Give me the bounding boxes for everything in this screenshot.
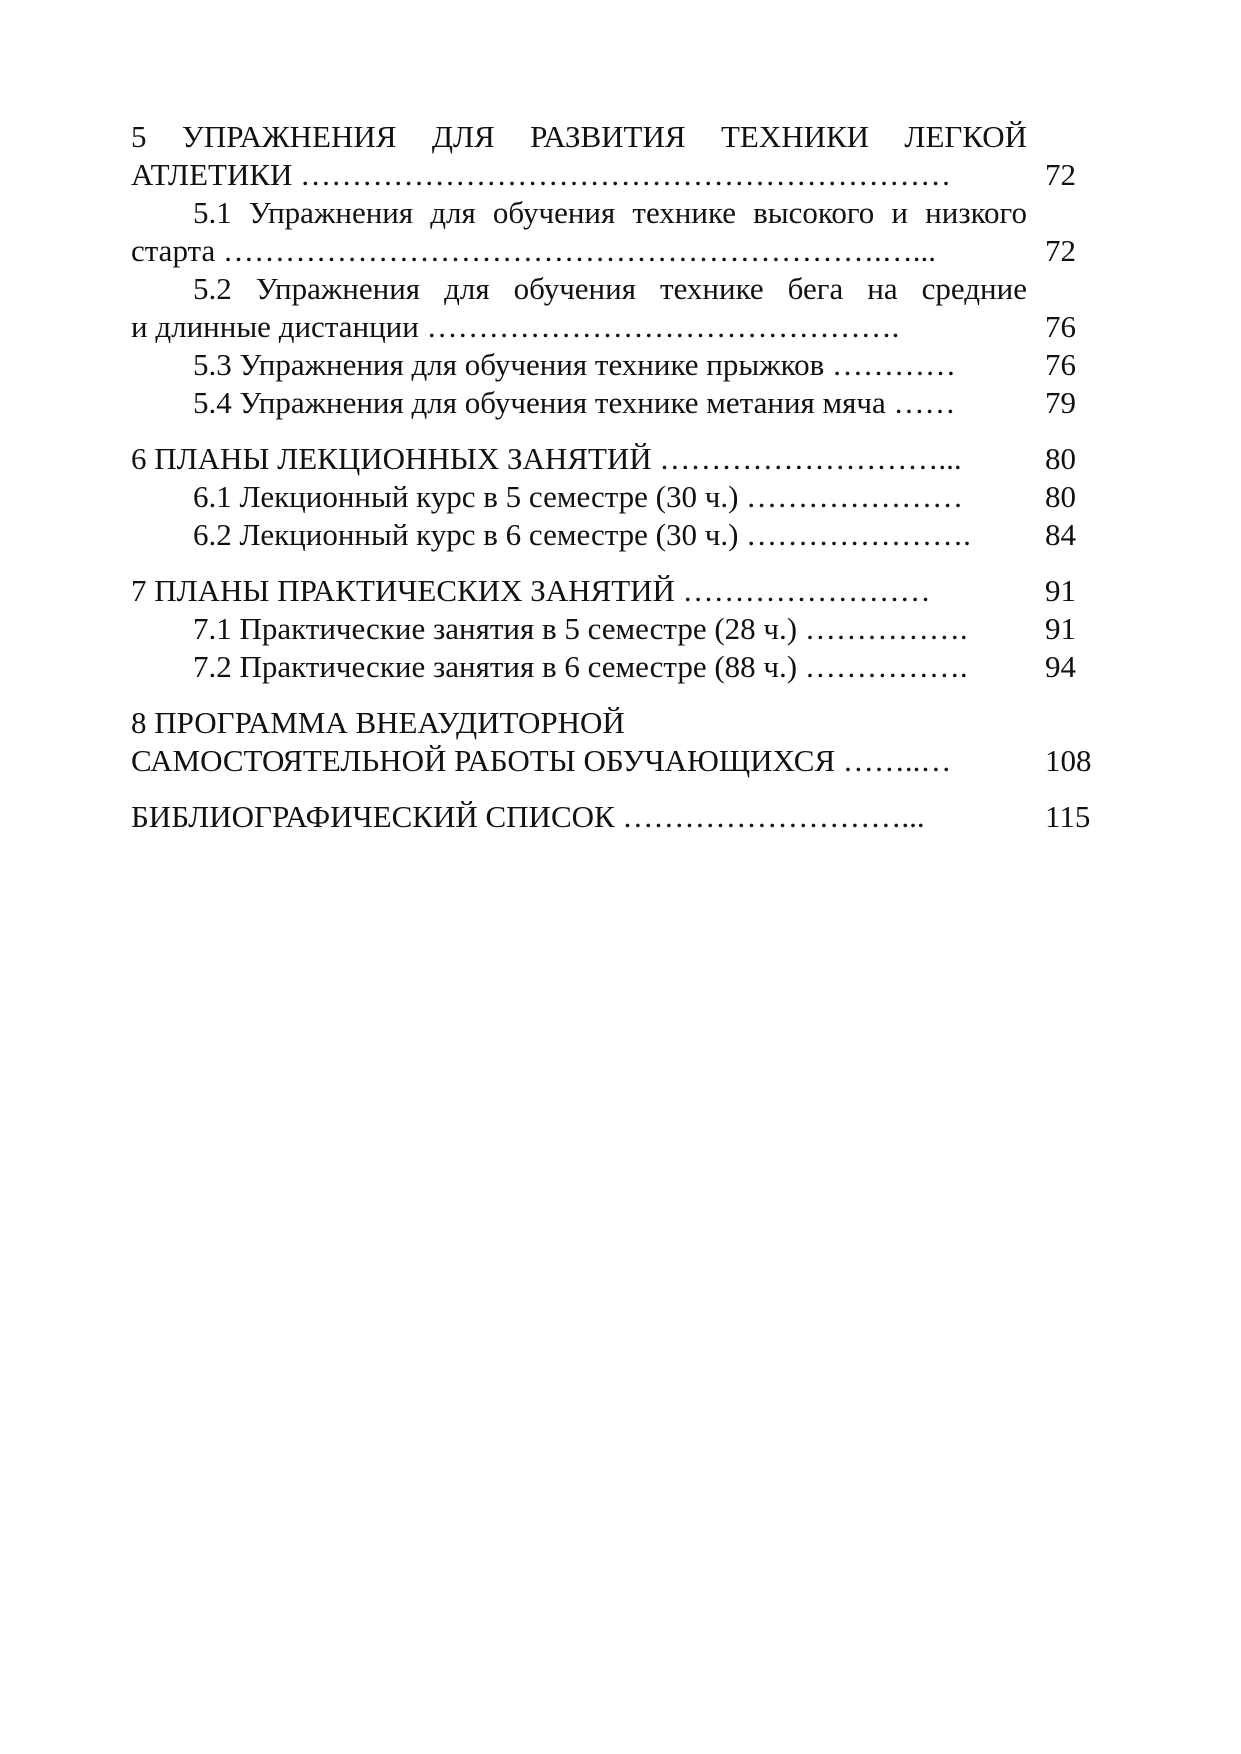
toc-subsection-5-4-title: 5.4 Упражнения для обучения технике метания мяча …… xyxy=(193,385,956,420)
toc-subsection-6-2-page: 84 xyxy=(1045,517,1076,552)
toc-section-7 xyxy=(131,572,1091,610)
toc-subsection-6-2-title: 6.2 Лекционный курс в 6 семестре (30 ч.) …………………. xyxy=(193,517,971,552)
toc-section-6 xyxy=(131,440,1091,478)
toc-subsection-5-3-title: 5.3 Упражнения для обучения технике прыжков ………… xyxy=(193,347,956,382)
toc-subsection-7-2-title: 7.2 Практические занятия в 6 семестре (88 ч.) ……………. xyxy=(193,649,968,684)
table-of-contents xyxy=(131,118,1091,836)
toc-section-5 xyxy=(131,156,1091,194)
toc-section-8-line1 xyxy=(131,704,1091,742)
toc-subsection-5-4-page: 79 xyxy=(1045,385,1076,420)
toc-subsection-6-2 xyxy=(131,516,1091,554)
toc-section-5-title-line2: АТЛЕТИКИ ……………………………………………………… xyxy=(131,157,952,192)
section-gap xyxy=(131,686,1091,704)
toc-section-5-title-line1: 5 УПРАЖНЕНИЯ ДЛЯ РАЗВИТИЯ ТЕХНИКИ ЛЕГКОЙ xyxy=(131,119,1027,154)
toc-section-6-page: 80 xyxy=(1045,441,1076,476)
toc-subsection-7-1-page: 91 xyxy=(1045,611,1076,646)
toc-subsection-5-1-line2: старта ……………………………………………………….…... xyxy=(131,233,936,268)
toc-subsection-5-3-page: 76 xyxy=(1045,347,1076,382)
toc-section-7-title: 7 ПЛАНЫ ПРАКТИЧЕСКИХ ЗАНЯТИЙ …………………… xyxy=(131,573,931,608)
toc-subsection-5-2-page: 76 xyxy=(1045,309,1076,344)
toc-subsection-5-2-line1: 5.2 Упражнения для обучения технике бега на средние xyxy=(193,271,1027,306)
toc-section-8 xyxy=(131,742,1091,780)
section-gap xyxy=(131,780,1091,798)
toc-bibliography-title: БИБЛИОГРАФИЧЕСКИЙ СПИСОК ………………………... xyxy=(131,799,925,834)
toc-section-8-title-line1: 8 ПРОГРАММА ВНЕАУДИТОРНОЙ xyxy=(131,705,625,740)
toc-subsection-6-1-title: 6.1 Лекционный курс в 5 семестре (30 ч.) ………………… xyxy=(193,479,964,514)
toc-bibliography-page: 115 xyxy=(1045,799,1091,834)
toc-bibliography xyxy=(131,798,1091,836)
toc-subsection-5-1 xyxy=(131,232,1091,270)
toc-subsection-6-1-page: 80 xyxy=(1045,479,1076,514)
toc-subsection-5-2-line2: и длинные дистанции ………………………………………. xyxy=(131,309,900,344)
toc-subsection-7-2 xyxy=(131,648,1091,686)
toc-subsection-5-1-page: 72 xyxy=(1045,233,1076,268)
toc-section-7-page: 91 xyxy=(1045,573,1076,608)
toc-subsection-6-1 xyxy=(131,478,1091,516)
toc-subsection-5-4 xyxy=(131,384,1091,422)
toc-section-6-title: 6 ПЛАНЫ ЛЕКЦИОННЫХ ЗАНЯТИЙ ………………………... xyxy=(131,441,962,476)
toc-subsection-5-3 xyxy=(131,346,1091,384)
toc-subsection-5-2 xyxy=(131,308,1091,346)
toc-section-8-page: 108 xyxy=(1045,743,1092,778)
toc-subsection-7-1-title: 7.1 Практические занятия в 5 семестре (28 ч.) ……………. xyxy=(193,611,968,646)
section-gap xyxy=(131,422,1091,440)
toc-subsection-7-1 xyxy=(131,610,1091,648)
toc-section-5-page: 72 xyxy=(1045,157,1076,192)
toc-section-8-title-line2: САМОСТОЯТЕЛЬНОЙ РАБОТЫ ОБУЧАЮЩИХСЯ ……..… xyxy=(131,743,952,778)
toc-subsection-7-2-page: 94 xyxy=(1045,649,1076,684)
toc-subsection-5-1-line1: 5.1 Упражнения для обучения технике высокого и низкого xyxy=(193,195,1027,230)
section-gap xyxy=(131,554,1091,572)
